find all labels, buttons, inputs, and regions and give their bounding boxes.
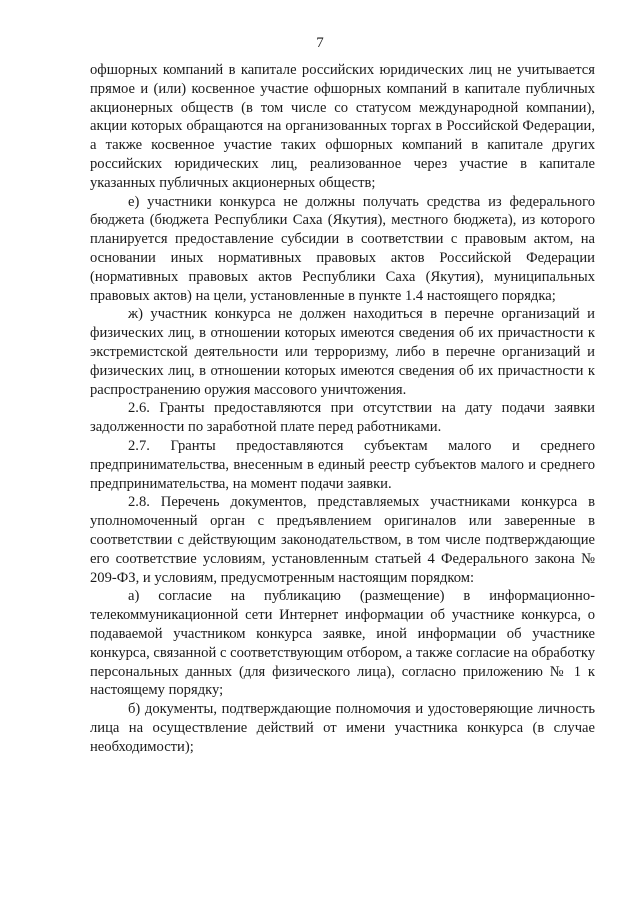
paragraph-item-e: е) участники конкурса не должны получать средства из федерального бюджета (бюджета Республики Саха (Якутия), местного бюджета), из которого планируется предоставление субсидии в соответствии с правовым актом, на основании иных нормативных правовых актов Российской Федерации (нормативных правовых актов Республики Саха (Якутия), муниципальных правовых актов) на цели, установленные в пункте 1.4 настоящего порядка; bbox=[90, 193, 595, 304]
paragraph-item-b: б) документы, подтверждающие полномочия и удостоверяющие личность лица на осуществление действий от имени участника конкурса (в случае необходимости); bbox=[90, 701, 595, 755]
document-body bbox=[90, 61, 595, 756]
paragraph-2-6: 2.6. Гранты предоставляются при отсутствии на дату подачи заявки задолженности по заработной плате перед работниками. bbox=[90, 400, 595, 436]
paragraph-offshore-continuation: офшорных компаний в капитале российских юридических лиц не учитывается прямое и (или) косвенное участие офшорных компаний в капитале публичных акционерных обществ (в том числе со статусом международной компании), акции которых обращаются на организованных торгах в Российской Федерации, а также косвенное участие таких офшорных компаний в капитале других российских юридических лиц, реализованное через участие в капитале указанных публичных акционерных обществ; bbox=[90, 62, 595, 191]
paragraph-item-zh: ж) участник конкурса не должен находиться в перечне организаций и физических лиц, в отношении которых имеются сведения об их причастности к экстремистской деятельности или терроризму, либо в перечне организаций и физических лиц, в отношении которых имеются сведения об их причастности к распространению оружия массового уничтожения. bbox=[90, 306, 595, 398]
paragraph-item-a: а) согласие на публикацию (размещение) в информационно-телекоммуникационной сети Интернет информации об участнике конкурса, о подаваемой участником конкурса заявке, иной информации об участнике конкурса, связанной с соответствующим отбором, а также согласие на обработку персональных данных (для физического лица), согласно приложению № 1 к настоящему порядку; bbox=[90, 588, 595, 699]
paragraph-2-7: 2.7. Гранты предоставляются субъектам малого и среднего предпринимательства, внесенным в единый реестр субъектов малого и среднего предпринимательства, на момент подачи заявки. bbox=[90, 437, 595, 492]
paragraph-2-8: 2.8. Перечень документов, представляемых участниками конкурса в уполномоченный орган с предъявлением оригиналов или заверенные в соответствии с действующим законодательством, в том числе подтверждающие его соответствие условиям, установленным статьей 4 Федерального закона № 209-ФЗ, и условиям, предусмотренным настоящим порядком: bbox=[90, 494, 595, 586]
page-number: 7 bbox=[316, 35, 324, 51]
